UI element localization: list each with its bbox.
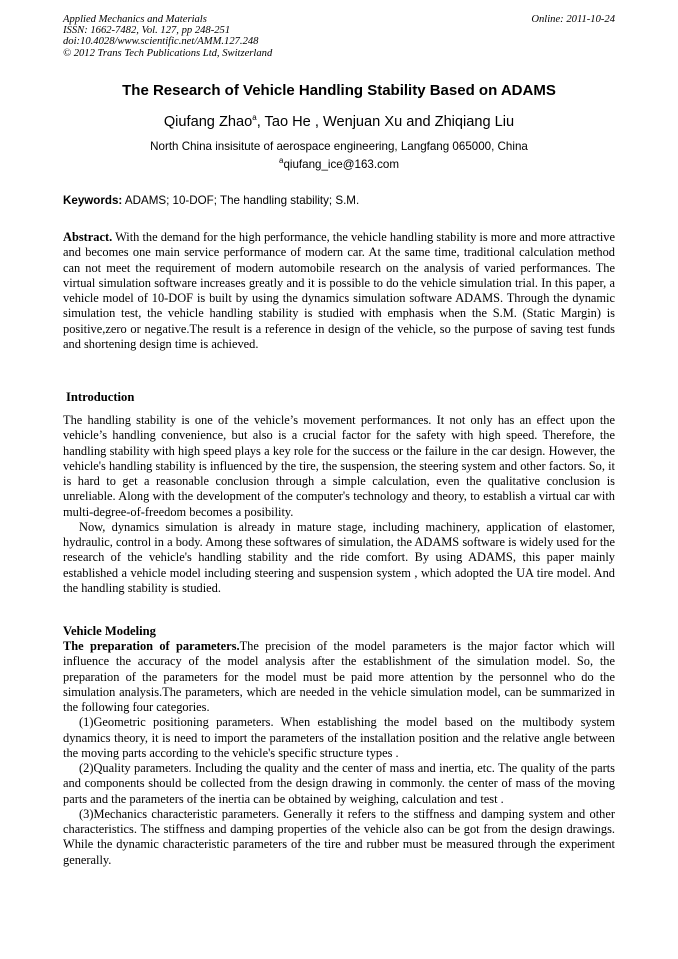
vehicle-modeling-heading: Vehicle Modeling [63,624,156,638]
issn-line: ISSN: 1662-7482, Vol. 127, pp 248-251 [63,25,231,37]
vehicle-modeling-section [63,639,615,868]
introduction-heading: Introduction [66,390,135,404]
abstract-text: With the demand for the high performance, the vehicle handling stability is more and more attractive and becomes one main service performance of modern car. At the same time, traditional calculation method can not meet the requirement of modern automobile research on the analysis of varied performances. The virtual simulation software increases greatly and it is possible to do the vehicle simulation trial. In this paper, a vehicle model of 10-DOF is built by using the dynamics simulation software ADAMS. Through the dynamic simulation test, the vehicle handling stability is studied with emphasis when the S.M. (Static Margin) is positive,zero or negative.The result is a reference in design of the vehicle, so the purpose of saving test funds and shortening design time is achieved. [63,230,615,351]
paper-title: The Research of Vehicle Handling Stability Based on ADAMS [122,82,556,99]
author-list [40,114,638,130]
keywords-label: Keywords: [63,194,123,207]
doi-line: doi:10.4028/www.scientific.net/AMM.127.248 [63,36,259,48]
vehicle-modeling-paragraph-4: (3)Mechanics characteristic parameters. Generally it refers to the stiffness and damping system and other characteristics. The stiffness and damping properties of the vehicle also can be got from the design drawings. While the dynamic characteristic parameters of the tire and rubber must be measured through the experiment generally. [63,806,615,867]
vehicle-modeling-paragraph-3: (2)Quality parameters. Including the quality and the center of mass and inertia, etc. The quality of the parts and components should be collected from the design drawing in commonly. the center of mass of the moving parts and the parameters of the inertia can be obtained by weighing, calculation and test . [63,761,615,806]
abstract-label: Abstract. [63,230,113,244]
first-author: Qiufang Zhao [163,114,253,130]
keywords [63,194,359,207]
journal-name: Applied Mechanics and Materials [63,14,207,25]
vehicle-modeling-paragraph-2: (1)Geometric positioning parameters. When establishing the model based on the multibody system dynamics theory, it is need to import the parameters of the installation position and the relative angle between the moving parts according to the vehicle's specific structure types . [63,715,615,760]
email-marker: a [279,156,284,166]
affiliation: North China insisitute of aerospace engineering, Langfang 065000, China [150,140,528,153]
online-date: Online: 2011-10-24 [531,14,615,25]
affiliation-marker: a [252,113,257,123]
introduction-section [63,413,615,596]
introduction-paragraph-2: Now, dynamics simulation is already in mature stage, including machinery, application of elastomer, hydraulic, control in a body. Among these softwares of simulation, the ADAMS software is widely used for the research of the vehicle's handling stability and the ride comfort. By using ADAMS, this paper mainly established a vehicle model including steering and suspension system , which adopted the UA tire model. And the handling stability is studied. [63,519,615,595]
parameters-text: The precision of the model parameters is the major factor which will influence the accuracy of the model analysis after the establishment of the simulation model. So, the preparation of the parameters for the model must be paid more attention by the personnel who do the simulation analysis.The parameters, which are needed in the vehicle simulation model, can be summarized in the following four categories. [63,639,615,714]
copyright-line: © 2012 Trans Tech Publications Ltd, Switzerland [63,47,273,59]
vehicle-modeling-paragraph-1 [63,639,615,715]
other-authors: , Tao He , Wenjuan Xu and Zhiqiang Liu [256,114,515,130]
keywords-text: ADAMS; 10-DOF; The handling stability; S.M. [122,194,360,207]
introduction-paragraph-1: The handling stability is one of the vehicle’s movement performances. It not only has an effect upon the vehicle’s handling convenience, but also is a crucial factor for the safety with high speed. Therefore, the handling stability with high speed plays a key role for the success or the failure in the car design. However, the vehicle's handling stability is influenced by the tire, the suspension, the steering system and other factors. So, it is hard to get a reasonable conclusion through a simple calculation, even the qualitative conclusion is unreliable. Along with the development of the computer's technology and theory, to establish a virtual car with multi-degree-of-freedom becomes a posibility. [63,413,615,519]
email-address: qiufang_ice@163.com [283,158,399,171]
author-email [40,158,638,171]
journal-header [63,14,615,59]
abstract [63,230,615,352]
parameters-lead: The preparation of parameters. [63,639,240,653]
